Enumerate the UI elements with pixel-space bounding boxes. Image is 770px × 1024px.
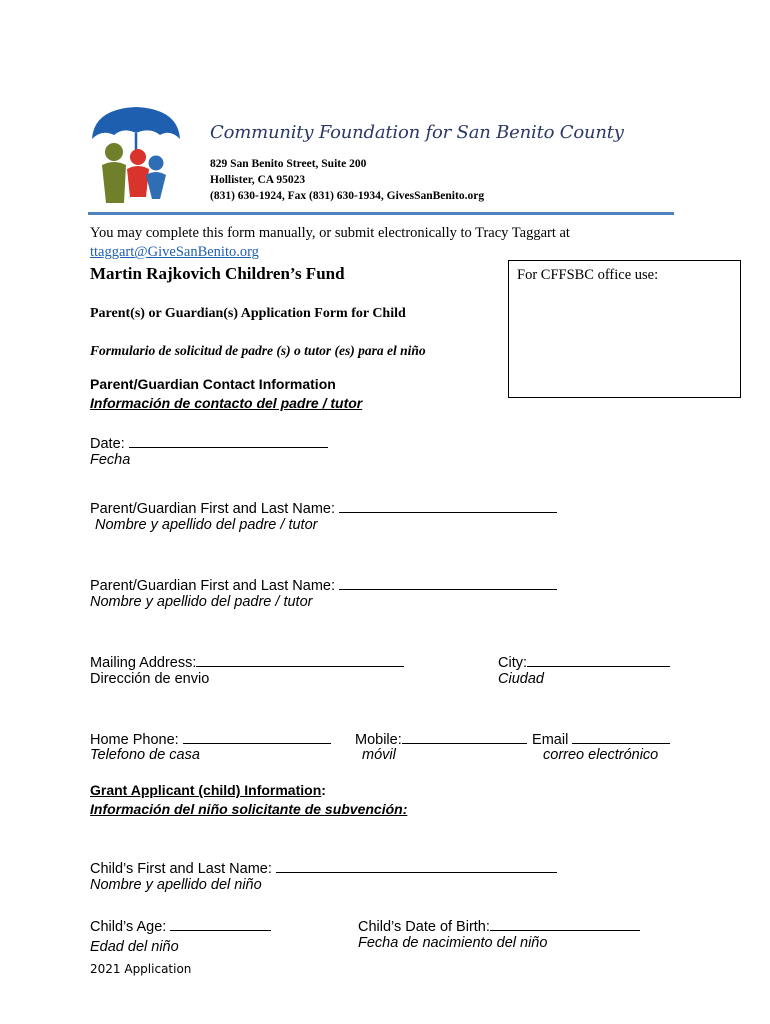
city-line[interactable] (527, 652, 670, 667)
date-label: Date: (90, 436, 129, 452)
mobile-field[interactable] (355, 729, 527, 748)
grant-section-heading-text: Grant Applicant (child) Information (90, 782, 322, 798)
child-name-label-spanish: Nombre y apellido del niño (90, 877, 262, 893)
parent1-name-field[interactable] (90, 498, 557, 517)
form-subtitle: Parent(s) or Guardian(s) Application Form for Child (90, 306, 406, 321)
office-use-box (508, 260, 741, 398)
parent1-name-line[interactable] (339, 498, 557, 513)
email-line[interactable] (572, 729, 670, 744)
umbrella-family-logo (90, 105, 182, 205)
home-phone-field[interactable] (90, 729, 331, 748)
grant-section-heading-spanish: Información del niño solicitante de subvención: (90, 801, 408, 817)
child-age-label: Child’s Age: (90, 919, 171, 935)
grant-section-heading (90, 782, 326, 798)
child-dob-line[interactable] (490, 916, 640, 931)
mailing-address-line[interactable] (196, 652, 404, 667)
child-name-field[interactable] (90, 858, 557, 877)
address-line-2: Hollister, CA 95023 (210, 174, 306, 186)
child-age-line[interactable] (170, 916, 271, 931)
child-dob-field[interactable] (358, 916, 640, 935)
child-dob-label-spanish: Fecha de nacimiento del niño (358, 935, 548, 951)
intro-text (90, 224, 570, 262)
mailing-address-field[interactable] (90, 652, 404, 671)
child-name-label: Child’s First and Last Name: (90, 861, 276, 877)
grant-section-colon: : (321, 782, 326, 798)
child-age-field[interactable] (90, 916, 271, 935)
mobile-label: Mobile: (355, 732, 402, 748)
child-name-line[interactable] (276, 858, 557, 873)
footer-text: 2021 Application (90, 962, 192, 976)
city-label: City: (498, 655, 527, 671)
fund-title: Martin Rajkovich Children’s Fund (90, 264, 345, 283)
date-label-spanish: Fecha (90, 452, 131, 468)
parent2-name-label: Parent/Guardian First and Last Name: (90, 578, 340, 594)
parent1-name-label-spanish: Nombre y apellido del padre / tutor (95, 517, 318, 533)
parent2-name-field[interactable] (90, 575, 557, 594)
home-phone-line[interactable] (183, 729, 331, 744)
contact-section-heading: Parent/Guardian Contact Information (90, 376, 336, 392)
mailing-address-label-spanish: Dirección de envio (90, 671, 210, 687)
date-field[interactable] (90, 433, 328, 452)
email-label: Email (528, 732, 573, 748)
email-label-spanish: correo electrónico (543, 747, 659, 763)
mobile-line[interactable] (402, 729, 527, 744)
parent1-name-label: Parent/Guardian First and Last Name: (90, 501, 340, 517)
child-dob-label: Child’s Date of Birth: (358, 919, 490, 935)
child-age-label-spanish: Edad del niño (90, 939, 179, 955)
intro-sentence: You may complete this form manually, or submit electronically to Tracy Taggart at (90, 225, 570, 241)
home-phone-label-spanish: Telefono de casa (90, 747, 200, 763)
home-phone-label: Home Phone: (90, 732, 183, 748)
org-name: Community Foundation for San Benito County (210, 122, 624, 143)
mailing-address-label: Mailing Address: (90, 655, 197, 671)
city-field[interactable] (498, 652, 670, 671)
contact-email-link[interactable]: ttaggart@GiveSanBenito.org (90, 244, 259, 260)
address-line-3: (831) 630-1924, Fax (831) 630-1934, GivesSanBenito.org (210, 190, 485, 202)
city-label-spanish: Ciudad (498, 671, 544, 687)
date-line[interactable] (129, 433, 328, 448)
contact-section-heading-spanish: Información de contacto del padre / tutor (90, 395, 363, 411)
office-use-label: For CFFSBC office use: (517, 267, 659, 283)
parent2-name-label-spanish: Nombre y apellido del padre / tutor (90, 594, 313, 610)
header-divider (88, 212, 674, 215)
address-line-1: 829 San Benito Street, Suite 200 (210, 158, 367, 170)
mobile-label-spanish: móvil (362, 747, 396, 763)
parent2-name-line[interactable] (339, 575, 557, 590)
email-field[interactable] (528, 729, 670, 748)
form-subtitle-spanish: Formulario de solicitud de padre (s) o tutor (es) para el niño (90, 343, 426, 358)
